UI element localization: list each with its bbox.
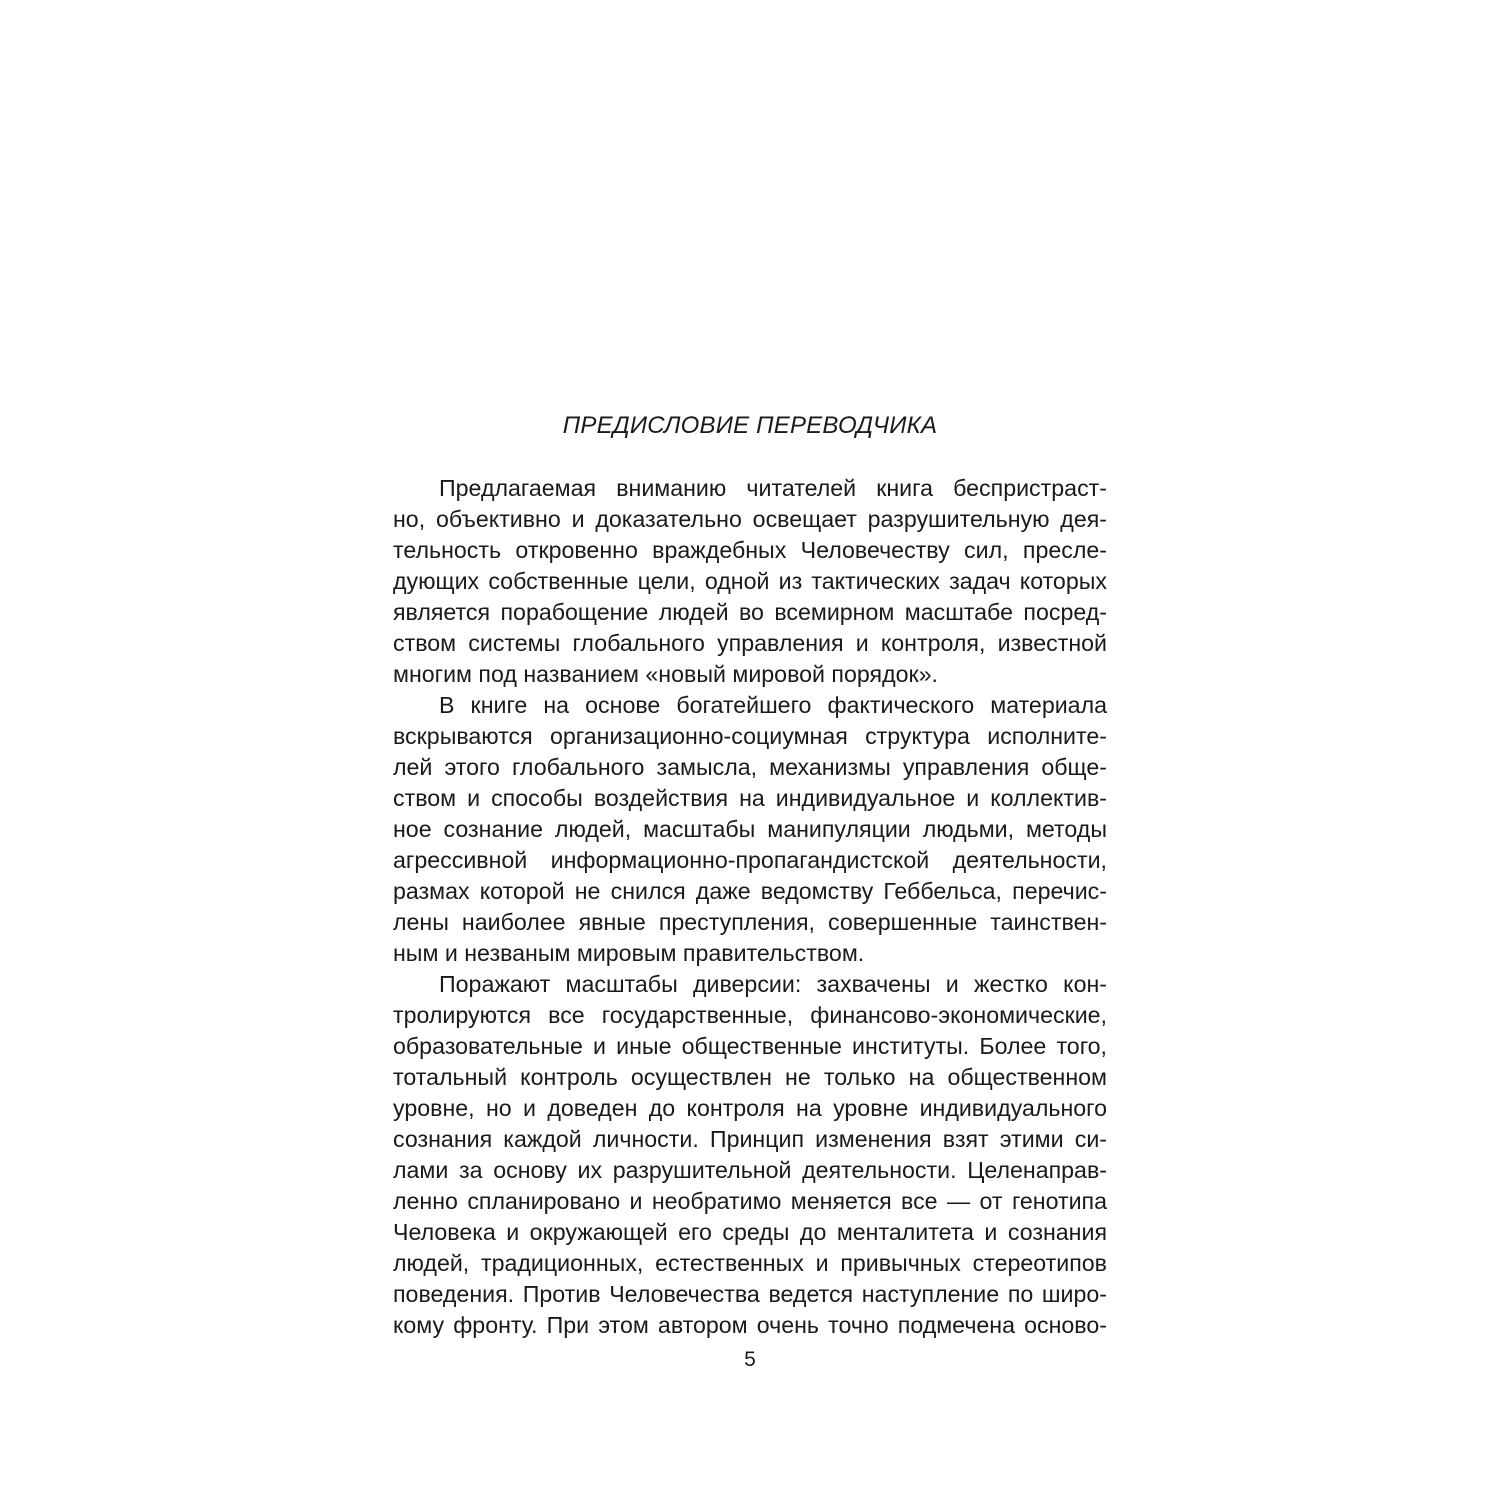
text-line: лей этого глобального замысла, механизмы управления обще-	[393, 754, 1107, 780]
text-line: лены наиболее явные преступления, совершенные таинствен-	[393, 909, 1107, 935]
text-line: агрессивной информационно-пропагандистской деятельности,	[393, 847, 1107, 873]
text-line: ленно спланировано и необратимо меняется все — от генотипа	[393, 1188, 1107, 1214]
text-line: кому фронту. При этом автором очень точно подмечена осново-	[393, 1312, 1107, 1338]
text-line: является порабощение людей во всемирном масштабе посред-	[393, 599, 1107, 625]
text-line: тотальный контроль осуществлен не только на общественном	[393, 1064, 1107, 1090]
text-line: образовательные и иные общественные институты. Более того,	[393, 1033, 1107, 1059]
body-text	[393, 473, 1107, 1341]
text-line: вскрываются организационно-социумная структура исполните-	[393, 723, 1107, 749]
text-line: В книге на основе богатейшего фактического материала	[439, 692, 1107, 718]
text-line: ное сознание людей, масштабы манипуляции людьми, методы	[393, 816, 1107, 842]
page-number: 5	[744, 1348, 756, 1371]
text-line: лами за основу их разрушительной деятельности. Целенаправ-	[393, 1157, 1107, 1183]
text-line: дующих собственные цели, одной из тактических задач которых	[393, 568, 1107, 594]
text-line: Предлагаемая вниманию читателей книга беспристраст-	[439, 475, 1107, 501]
text-line: ным и незваным мировым правительством.	[393, 940, 865, 966]
text-line: сознания каждой личности. Принцип изменения взят этими си-	[393, 1126, 1107, 1152]
text-line: Человека и окружающей его среды до менталитета и сознания	[393, 1219, 1107, 1245]
text-line: Поражают масштабы диверсии: захвачены и жестко кон-	[439, 971, 1107, 997]
paragraph-1	[393, 473, 1107, 690]
text-line: людей, традиционных, естественных и привычных стереотипов	[393, 1250, 1107, 1276]
text-line: ством системы глобального управления и контроля, известной	[393, 630, 1107, 656]
text-line: поведения. Против Человечества ведется наступление по широ-	[393, 1281, 1107, 1307]
text-line: тролируются все государственные, финансово-экономические,	[393, 1002, 1107, 1028]
paragraph-2	[393, 690, 1107, 969]
page-title: ПРЕДИСЛОВИЕ ПЕРЕВОДЧИКА	[562, 412, 938, 439]
paragraph-3	[393, 969, 1107, 1341]
text-line: уровне, но и доведен до контроля на уровне индивидуального	[393, 1095, 1107, 1121]
text-line: но, объективно и доказательно освещает разрушительную дея-	[393, 506, 1107, 532]
text-line: размах которой не снился даже ведомству Геббельса, перечис-	[393, 878, 1107, 904]
text-line: ством и способы воздействия на индивидуальное и коллектив-	[393, 785, 1107, 811]
text-line: многим под названием «новый мировой порядок».	[393, 661, 938, 687]
text-line: тельность откровенно враждебных Человечеству сил, пресле-	[393, 537, 1107, 563]
